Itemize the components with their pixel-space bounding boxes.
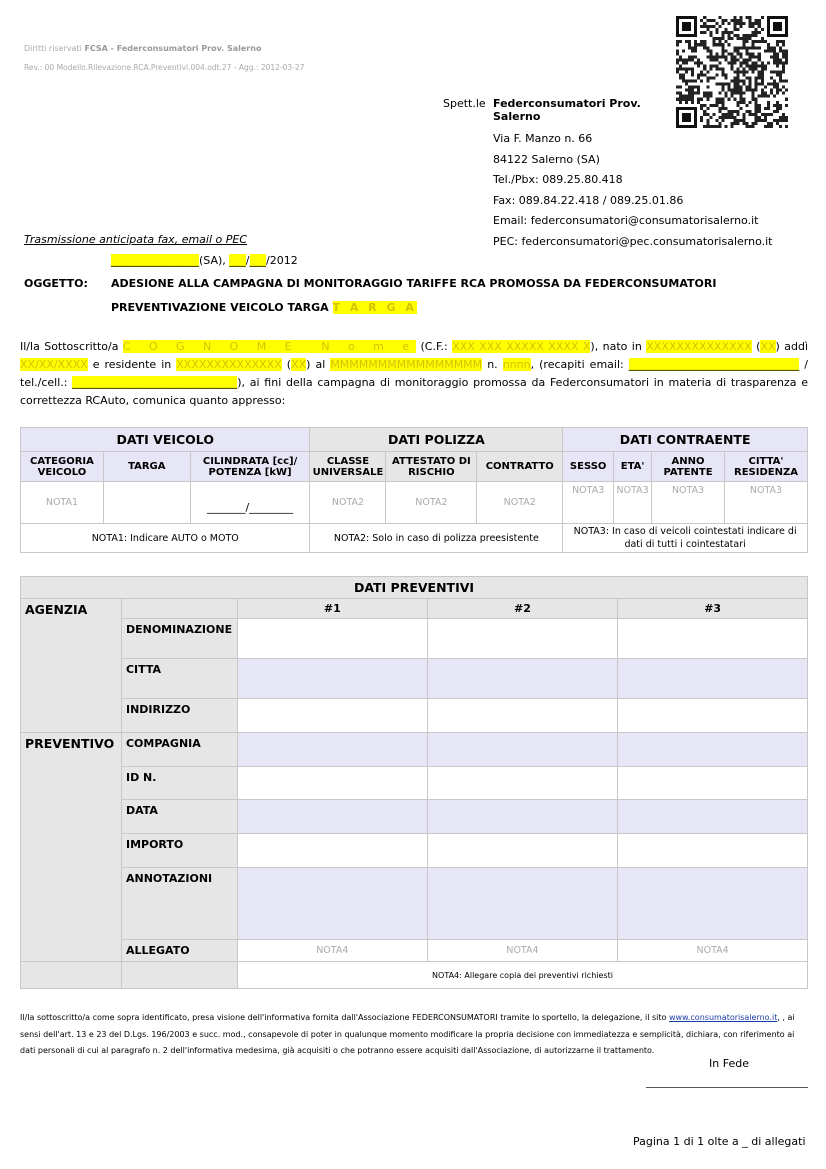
col-quote-1: #1 (237, 599, 427, 619)
quotes-table (20, 576, 808, 989)
residence-field[interactable]: XXXXXXXXXXXXXX (176, 358, 282, 371)
cell-annotazioni-2[interactable] (427, 868, 618, 940)
col-anno-patente: ANNO PATENTE (652, 452, 725, 482)
cell-id-2[interactable] (427, 767, 618, 800)
cell-allegato-2[interactable]: NOTA4 (427, 940, 618, 962)
col-attestato: ATTESTATO DI RISCHIO (386, 452, 477, 482)
page-footer: Pagina 1 di 1 olte a _ di allegati (633, 1135, 806, 1148)
birth-province-field[interactable]: XX (760, 340, 776, 353)
cell-attestato[interactable]: NOTA2 (386, 482, 477, 524)
declaration-paragraph: Il/la Sottoscritto/a C O G N O M E N o m e (C.F.: XXX XXX XXXXX XXXX X), nato in XXXXXXXXXXXXXX (XX) addì XX/XX/XXXX e residente in XXXXXXXXXXXXXX (XX) al MMMMMMMMMMMMMMMM n. nnnn, (recapiti email: _______________________________ / tel./cell.: ______________________________), ai fini della campagna di monitoraggio promossa da Federconsumatori in materia di trasparenza e correttezza RCAuto, comunica quanto appresso: (20, 340, 809, 407)
col-cilindrata: CILINDRATA [cc]/ POTENZA [kW] (190, 452, 310, 482)
signature-line[interactable] (646, 1087, 808, 1088)
cell-data-1[interactable] (237, 800, 427, 834)
cell-compagnia-2[interactable] (427, 733, 618, 767)
day-field[interactable]: ___ (229, 254, 246, 267)
email-field[interactable]: _______________________________ (628, 358, 800, 371)
cell-indirizzo-2[interactable] (427, 699, 618, 733)
cell-citta-1[interactable] (237, 659, 427, 699)
col-quote-2: #2 (427, 599, 618, 619)
row-allegato: ALLEGATO (121, 940, 237, 962)
cell-importo-2[interactable] (427, 834, 618, 868)
cell-id-1[interactable] (237, 767, 427, 800)
phone-field[interactable]: ______________________________ (72, 376, 238, 389)
recipient-city: 84122 Salerno (SA) (493, 152, 600, 166)
cell-denominazione-3[interactable] (618, 619, 808, 659)
footer-blank-2 (121, 962, 237, 989)
cell-citta-2[interactable] (427, 659, 618, 699)
row-compagnia: COMPAGNIA (121, 733, 237, 767)
cell-anno-patente[interactable]: NOTA3 (652, 482, 725, 524)
subject-line1: ADESIONE ALLA CAMPAGNA DI MONITORAGGIO TARIFFE RCA PROMOSSA DA FEDERCONSUMATORI (111, 277, 717, 290)
row-importo: IMPORTO (121, 834, 237, 868)
cell-sesso[interactable]: NOTA3 (563, 482, 614, 524)
col-eta: ETA' (614, 452, 652, 482)
group-dati-veicolo: DATI VEICOLO (21, 428, 310, 452)
cell-contratto[interactable]: NOTA2 (477, 482, 563, 524)
cell-importo-1[interactable] (237, 834, 427, 868)
col-categoria: CATEGORIA VEICOLO (21, 452, 104, 482)
nota2: NOTA2: Solo in caso di polizza preesistente (310, 524, 563, 553)
cell-citta-residenza[interactable]: NOTA3 (724, 482, 807, 524)
cell-eta[interactable]: NOTA3 (614, 482, 652, 524)
recipient-email: Email: federconsumatori@consumatorisalerno.it (493, 214, 759, 227)
cell-denominazione-1[interactable] (237, 619, 427, 659)
nota4: NOTA4: Allegare copia dei preventivi richiesti (237, 962, 807, 989)
residence-province-field[interactable]: XX (291, 358, 307, 371)
nota3: NOTA3: In caso di veicoli cointestati indicare di dati di tutti i cointestatari (563, 524, 808, 553)
nota1: NOTA1: Indicare AUTO o MOTO (21, 524, 310, 553)
vehicle-table (20, 427, 808, 553)
cell-classe[interactable]: NOTA2 (310, 482, 386, 524)
date-line: ________________(SA), ___/___/2012 (111, 254, 298, 267)
birthplace-field[interactable]: XXXXXXXXXXXXXX (646, 340, 752, 353)
cell-citta-3[interactable] (618, 659, 808, 699)
group-dati-polizza: DATI POLIZZA (310, 428, 563, 452)
group-dati-contraente: DATI CONTRAENTE (563, 428, 808, 452)
row-annotazioni: ANNOTAZIONI (121, 868, 237, 940)
footer-blank-1 (21, 962, 122, 989)
recipient-pec: PEC: federconsumatori@pec.consumatorisalerno.it (493, 234, 773, 248)
row-denominazione: DENOMINAZIONE (121, 619, 237, 659)
cell-categoria[interactable]: NOTA1 (21, 482, 104, 524)
quotes-title: DATI PREVENTIVI (21, 577, 808, 599)
month-field[interactable]: ___ (249, 254, 267, 267)
transmission-note: Trasmissione anticipata fax, email o PEC (24, 233, 248, 246)
codice-fiscale-field[interactable]: XXX XXX XXXXX XXXX X (452, 340, 591, 353)
cell-id-3[interactable] (618, 767, 808, 800)
row-indirizzo: INDIRIZZO (121, 699, 237, 733)
cell-annotazioni-1[interactable] (237, 868, 427, 940)
copyright-org: FCSA - Federconsumatori Prov. Salerno (84, 44, 262, 53)
row-id: ID N. (121, 767, 237, 800)
cell-indirizzo-3[interactable] (618, 699, 808, 733)
group-agenzia: AGENZIA (21, 599, 122, 733)
col-contratto: CONTRATTO (477, 452, 563, 482)
cell-indirizzo-1[interactable] (237, 699, 427, 733)
cell-data-2[interactable] (427, 800, 618, 834)
targa-field[interactable]: T A R G A (332, 301, 417, 314)
col-targa: TARGA (103, 452, 190, 482)
signature-label: In Fede (709, 1057, 749, 1070)
salutation: Spett.le (443, 97, 486, 110)
blank-header (121, 599, 237, 619)
cognome-nome-field[interactable]: C O G N O M E N o m e (122, 340, 417, 353)
street-number-field[interactable]: nnnn (502, 358, 531, 371)
col-sesso: SESSO (563, 452, 614, 482)
subject-line2: PREVENTIVAZIONE VEICOLO TARGA T A R G A (111, 301, 417, 314)
cell-denominazione-2[interactable] (427, 619, 618, 659)
privacy-consent: Il/la sottoscritto/a come sopra identificato, presa visione dell'informativa fornita dall'Associazione FEDERCONSUMATORI tramite lo sportello, la delegazione, il sito www.consumatorisalerno.it, , ai sensi dell'art. 13 e 23 del D.Lgs. 196/2003 e succ. mod., consapevole di poter in qualunque momento modificare la propria decisione con immediatezza e semplicità, dichiara, con riferimento ai dati personali di cui al paragrafo n. 2 dell'informativa medesima, già acquisiti o che potranno essere acquisiti dall'Associazione, di autorizzarne il trattamento. (20, 1013, 795, 1055)
group-preventivo: PREVENTIVO (21, 733, 122, 962)
cell-cilindrata[interactable]: _______/________ (190, 482, 310, 524)
cell-targa[interactable] (103, 482, 190, 524)
col-classe: CLASSE UNIVERSALE (310, 452, 386, 482)
subject-label: OGGETTO: (24, 277, 88, 290)
place-field[interactable]: ________________ (111, 254, 199, 267)
recipient-fax: Fax: 089.84.22.418 / 089.25.01.86 (493, 193, 684, 207)
col-citta-residenza: CITTA' RESIDENZA (724, 452, 807, 482)
street-field[interactable]: MMMMMMMMMMMMMMMM (330, 358, 483, 371)
website-link[interactable]: www.consumatorisalerno.it (668, 1013, 778, 1022)
copyright-line: Diritti riservati FCSA - Federconsumatori Prov. Salerno (24, 44, 262, 53)
cell-importo-3[interactable] (618, 834, 808, 868)
recipient-address (493, 97, 793, 252)
cell-allegato-1[interactable]: NOTA4 (237, 940, 427, 962)
recipient-street: Via F. Manzo n. 66 (493, 132, 593, 145)
cell-allegato-3[interactable]: NOTA4 (618, 940, 808, 962)
col-quote-3: #3 (618, 599, 808, 619)
cell-data-3[interactable] (618, 800, 808, 834)
revision-line: Rev.: 00 Modello.Rilevazione.RCA.Preventivi.004.odt.27 - Agg.: 2012-03-27 (24, 63, 305, 72)
recipient-tel: Tel./Pbx: 089.25.80.418 (493, 173, 623, 186)
cell-compagnia-1[interactable] (237, 733, 427, 767)
cell-annotazioni-3[interactable] (618, 868, 808, 940)
row-citta: CITTA (121, 659, 237, 699)
birthdate-field[interactable]: XX/XX/XXXX (20, 358, 88, 371)
row-data: DATA (121, 800, 237, 834)
recipient-org: Federconsumatori Prov. Salerno (493, 97, 641, 123)
cell-compagnia-3[interactable] (618, 733, 808, 767)
